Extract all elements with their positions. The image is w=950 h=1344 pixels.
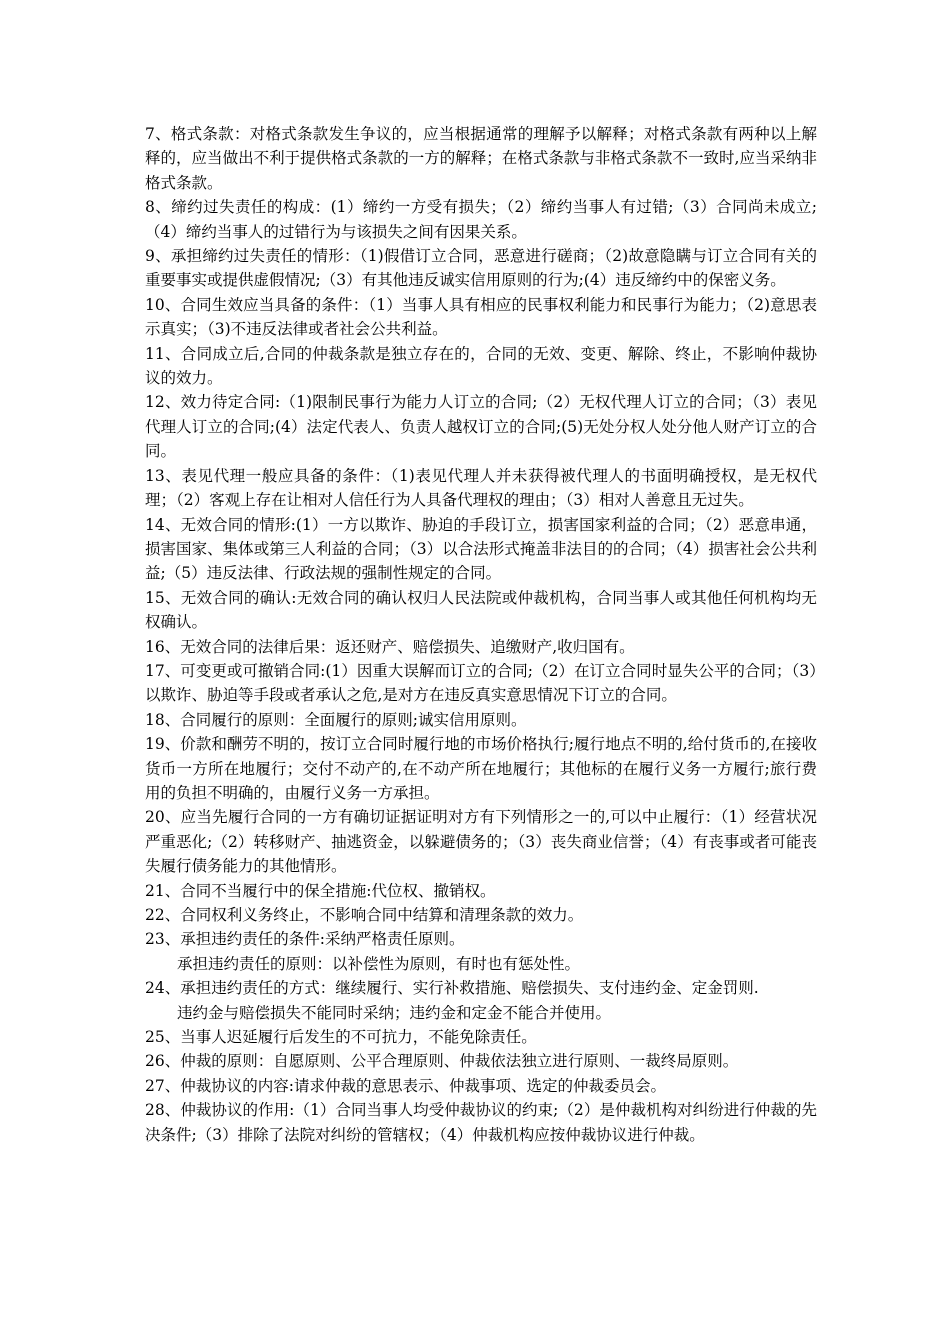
clause-28: 28、仲裁协议的作用:（1）合同当事人均受仲裁协议的约束;（2）是仲裁机构对纠纷进行仲裁的先决条件;（3）排除了法院对纠纷的管辖权；（4）仲裁机构应按仲裁协议进行仲裁。 [145,1101,817,1144]
clause-24-note: 违约金与赔偿损失不能同时采纳；违约金和定金不能合并使用。 [177,1003,612,1022]
clause-8: 8、缔约过失责任的构成：(1）缔约一方受有损失；（2）缔约当事人有过错;（3）合同尚未成立;（4）缔约当事人的过错行为与该损失之间有因果关系。 [145,198,817,241]
document-body [145,122,817,1147]
clause-23-principle: 承担违约责任的原则：以补偿性为原则，有时也有惩处性。 [177,954,581,973]
clause-13: 13、表见代理一般应具备的条件：（1)表见代理人并未获得被代理人的书面明确授权，是无权代理；（2）客观上存在让相对人信任行为人具备代理权的理由；（3）相对人善意且无过失。 [145,466,817,510]
clause-7: 7、格式条款：对格式条款发生争议的，应当根据通常的理解予以解释；对格式条款有两种以上解释的，应当做出不利于提供格式条款的一方的解释；在格式条款与非格式条款不一致时,应当采纳非格式条款。 [145,125,817,192]
clause-19: 19、价款和酬劳不明的，按订立合同时履行地的市场价格执行;履行地点不明的,给付货币的,在接收货币一方所在地履行；交付不动产的,在不动产所在地履行；其他标的在履行义务一方履行;旅行费用的负担不明确的，由履行义务一方承担。 [145,735,817,802]
clause-20: 20、应当先履行合同的一方有确切证据证明对方有下列情形之一的,可以中止履行：（1）经营状况严重恶化;（2）转移财产、抽逃资金，以躲避债务的；（3）丧失商业信誉；（4）有丧事或者可能丧失履行债务能力的其他情形。 [145,808,817,876]
clause-21: 21、合同不当履行中的保全措施:代位权、撤销权。 [145,881,496,900]
clause-25: 25、当事人迟延履行后发生的不可抗力，不能免除责任。 [145,1028,537,1047]
clause-27: 27、仲裁协议的内容:请求仲裁的意思表示、仲裁事项、选定的仲裁委员会。 [145,1076,666,1095]
clause-16: 16、无效合同的法律后果：返还财产、赔偿损失、追缴财产,收归国有。 [145,637,635,656]
clause-15: 15、无效合同的确认:无效合同的确认权归人民法院或仲裁机构，合同当事人或其他任何机构均无权确认。 [145,588,817,632]
clause-11: 11、合同成立后,合同的仲裁条款是独立存在的，合同的无效、变更、解除、终止，不影响仲裁协议的效力。 [145,344,817,388]
clause-18: 18、合同履行的原则：全面履行的原则;诚实信用原则。 [145,710,527,729]
clause-17: 17、可变更或可撤销合同:(1）因重大误解而订立的合同;（2）在订立合同时显失公平的合同；（3）以欺诈、胁迫等手段或者承认之危,是对方在违反真实意思情况下订立的合同。 [145,661,817,705]
clause-12: 12、效力待定合同:（1)限制民事行为能力人订立的合同;（2）无权代理人订立的合同；（3）表见代理人订立的合同;(4）法定代表人、负责人越权订立的合同;(5)无处分权人处分他人财产订立的合同。 [145,393,817,461]
clause-10: 10、合同生效应当具备的条件：（1）当事人具有相应的民事权利能力和民事行为能力；（2)意思表示真实；（3)不违反法律或者社会公共利益。 [145,295,817,339]
clause-26: 26、仲裁的原则：自愿原则、公平合理原则、仲裁依法独立进行原则、一裁终局原则。 [145,1052,739,1071]
clause-14: 14、无效合同的情形:(1）一方以欺诈、胁迫的手段订立，损害国家利益的合同；（2）恶意串通，损害国家、集体或第三人利益的合同；（3）以合法形式掩盖非法目的的合同；（4）损害社会公共利益;（5）违反法律、行政法规的强制性规定的合同。 [145,515,817,583]
clause-9: 9、承担缔约过失责任的情形：（1)假借订立合同，恶意进行磋商；（2)故意隐瞒与订立合同有关的重要事实或提供虚假情况;（3）有其他违反诚实信用原则的行为;(4）违反缔约中的保密义务。 [145,247,817,290]
clause-24: 24、承担违约责任的方式：继续履行、实行补救措施、赔偿损失、支付违约金、定金罚则. [145,979,759,998]
clause-22: 22、合同权利义务终止，不影响合同中结算和清理条款的效力。 [145,906,584,924]
clause-23: 23、承担违约责任的条件:采纳严格责任原则。 [145,930,465,949]
